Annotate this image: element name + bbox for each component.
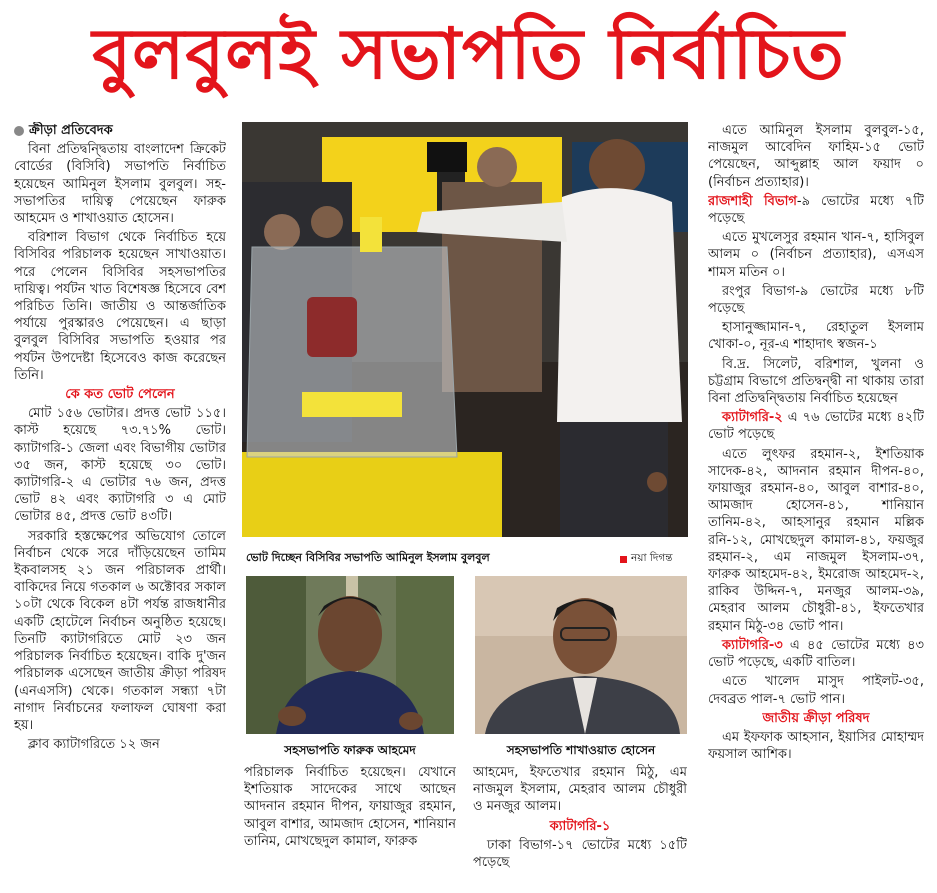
paragraph: হাসানুজ্জামান-৭, রেহাতুল ইসলাম খোকা-০, নূর-এ শাহাদাৎ স্বজন-১: [708, 320, 924, 353]
paragraph: [708, 637, 924, 671]
paragraph: সরকারি হস্তক্ষেপের অভিযোগ তোলে নির্বাচন থেকে সরে দাঁড়িয়েছেন তামিম ইকবালসহ ২১ জন পরিচালক প্রার্থী। বাকিদের নিয়ে গতকাল ৬ অক্টোবর সকাল ১০টা থেকে বিকেল ৪টা পর্যন্ত রাজধানীর একটি হোটেলে নির্বাচন অনুষ্ঠিত হয়েছে। তিনটি ক্যাটাগরিতে মোট ২৩ জন পরিচালক নির্বাচিত হয়েছেন। বাকি দু'জন পরিচালক এসেছেন জাতীয় ক্রীড়া পরিষদ (এনএসসি) থেকে। গতকাল সন্ধ্যা ৭টা নাগাদ নির্বাচনের ফলাফল ঘোষণা করা হয়।: [14, 528, 226, 733]
photo-source-text: নয়া দিগন্ত: [631, 552, 673, 564]
vice-president-1-photo: [246, 576, 454, 734]
paragraph: বি.দ্র. সিলেট, বরিশাল, খুলনা ও চট্টগ্রাম বিভাগে প্রতিদ্বন্দ্বী না থাকায় তারা বিনা প্রতিদ্বন্দ্বিতায় নির্বাচিত হয়েছেন: [708, 356, 924, 407]
paragraph-text: এ ৪৫ ভোটের মধ্যে ৪৩ ভোট পড়েছে, একটি বাতিল।: [708, 637, 924, 671]
vice-president-2-caption: সহসভাপতি শাখাওয়াত হোসেন: [506, 743, 656, 757]
paragraph: বরিশাল বিভাগ থেকে নির্বাচিত হয়ে বিসিবির পরিচালক হয়েছেন সাখাওয়াত। পরে পেলেন বিসিবির সহসভাপতির দায়িত্ব। পর্যটন খাত বিশেষজ্ঞ হিসেবে বেশ পরিচিত তিনি। জাতীয় ও আন্তর্জাতিক পর্যায়ে পুরস্কারও পেয়েছেন। এ ছাড়া বুলবুল বিসিবির সভাপতি হওয়ার পর পর্যটন উপদেষ্টা হিসেবেও কাজ করেছেন তিনি।: [14, 230, 226, 383]
paragraph: ঢাকা বিভাগ-১৭ ভোটের মধ্যে ১৫টি পড়েছে: [473, 837, 687, 871]
paragraph: মোট ১৫৬ ভোটার। প্রদত্ত ভোট ১১৫। কাস্ট হয়েছে ৭৩.৭১% ভোট। ক্যাটাগরি-১ জেলা এবং বিভাগীয় ভোটার ৩৫ জন, কাস্ট হয়েছে ৩০ ভোট। ক্যাটাগরি-২ এ ভোটার ৭৬ জন, প্রদত্ত ভোট ৪২ এবং ক্যাটাগরি ৩ এ মোট ভোটার ৪৫, প্রদত্ত ভোট ৪৩টি।: [14, 406, 226, 525]
byline: [14, 122, 226, 139]
paragraph: [708, 409, 924, 443]
column-1: [14, 122, 226, 892]
red-label: রাজশাহী বিভাগ: [708, 193, 797, 209]
main-photo-caption: ভোট দিচ্ছেন বিসিবির সভাপতি আমিনুল ইসলাম বুলবুল: [246, 551, 490, 564]
vice-president-2-photo: [475, 576, 687, 734]
column-2: [244, 764, 456, 892]
paragraph: ক্লাব ক্যাটাগরিতে ১২ জন: [28, 737, 160, 753]
paragraph: এতে মুখলেসুর রহমান খান-৭, হাসিবুল আলম ০ (নির্বাচন প্রত্যাহার), এসএস শামস মতিন ০।: [708, 230, 924, 280]
photo-source: [620, 551, 672, 568]
paragraph: এতে খালেদ মাসুদ পাইলট-৩৫, দেবব্রত পাল-৭ ভোট পান।: [708, 674, 924, 707]
subheading: ক্যাটাগরি-১: [549, 818, 611, 834]
paragraph: এতে লুৎফর রহমান-২, ইশতিয়াক সাদেক-৪২, আদনান রহমান দীপন-৪০, ফায়াজুর রহমান-৪০, আবুল বাশার-৪০, আমজাদ হোসেন-৪১, শানিয়ান তানিম-৪২, আহসানুর রহমান মল্লিক রনি-১২, মোখছেদুল কামাল-৪১, ফয়জুর রহমান-২, এম নাজমুল ইসলাম-৩৭, ফারুক আহমেদ-৪২, ইমরোজ আহমেদ-২, রাকিব উদ্দিন-৭, মনজুর আলম-৩৯, মেহরাব আলম চৌধুরী-৪১, ইফতেখার রহমান মিঠু-৩৪ ভোট পান।: [708, 446, 924, 634]
paragraph: বিনা প্রতিদ্বন্দ্বিতায় বাংলাদেশ ক্রিকেট বোর্ডের (বিসিবি) সভাপতি নির্বাচিত হয়েছেন আমিনুল ইসলাম বুলবুল। সহ-সভাপতির দায়িত্ব পেয়েছেন ফারুক আহমেদ ও শাখাওয়াত হোসেন।: [14, 142, 226, 227]
paragraph: রংপুর বিভাগ-৯ ভোটের মধ্যে ৮টি পড়েছে: [708, 283, 924, 317]
square-icon: [620, 556, 627, 563]
headline: বুলবুলই সভাপতি নির্বাচিত: [92, 12, 845, 95]
vice-president-1-caption: সহসভাপতি ফারুক আহমেদ: [284, 743, 416, 757]
paragraph: [708, 193, 924, 227]
paragraph-text: এ ৭৬ ভোটের মধ্যে ৪২টি ভোট পড়েছে: [708, 410, 924, 443]
subheading: কে কত ভোট পেলেন: [65, 387, 175, 403]
paragraph: আহমেদ, ইফতেখার রহমান মিঠু, এম নাজমুল ইসলাম, মেহরাব আলম চৌধুরী ও মনজুর আলম।: [473, 765, 687, 815]
paragraph-text: -৯ ভোটের মধ্যে ৭টি পড়েছে: [708, 193, 924, 227]
column-4: [708, 122, 924, 892]
red-label: ক্যাটাগরি-৩: [722, 637, 783, 653]
paragraph: এম ইফফাক আহসান, ইয়াসির মোহাম্মদ ফয়সাল আশিক।: [708, 729, 924, 763]
paragraph: এতে আমিনুল ইসলাম বুলবুল-১৫, নাজমুল আবেদিন ফাহিম-১৫ ভোট পেয়েছেন, আব্দুল্লাহ আল ফয়াদ ০ (নির্বাচন প্রত্যাহার)।: [708, 123, 924, 190]
byline-text: ক্রীড়া প্রতিবেদক: [29, 123, 113, 138]
main-photo: [242, 122, 688, 537]
red-label: ক্যাটাগরি-২: [722, 410, 783, 426]
column-3: [473, 764, 687, 892]
paragraph: পরিচালক নির্বাচিত হয়েছেন। যেখানে ইশতিয়াক সাদেকের সাথে আছেন আদনান রহমান দীপন, ফায়াজুর রহমান, আবুল বাশার, আমজাদ হোসেন, শানিয়ান তানিম, মোখছেদুল কামাল, ফারুক: [244, 765, 456, 849]
bullet-icon: [14, 126, 24, 136]
subheading: জাতীয় ক্রীড়া পরিষদ: [762, 710, 870, 726]
